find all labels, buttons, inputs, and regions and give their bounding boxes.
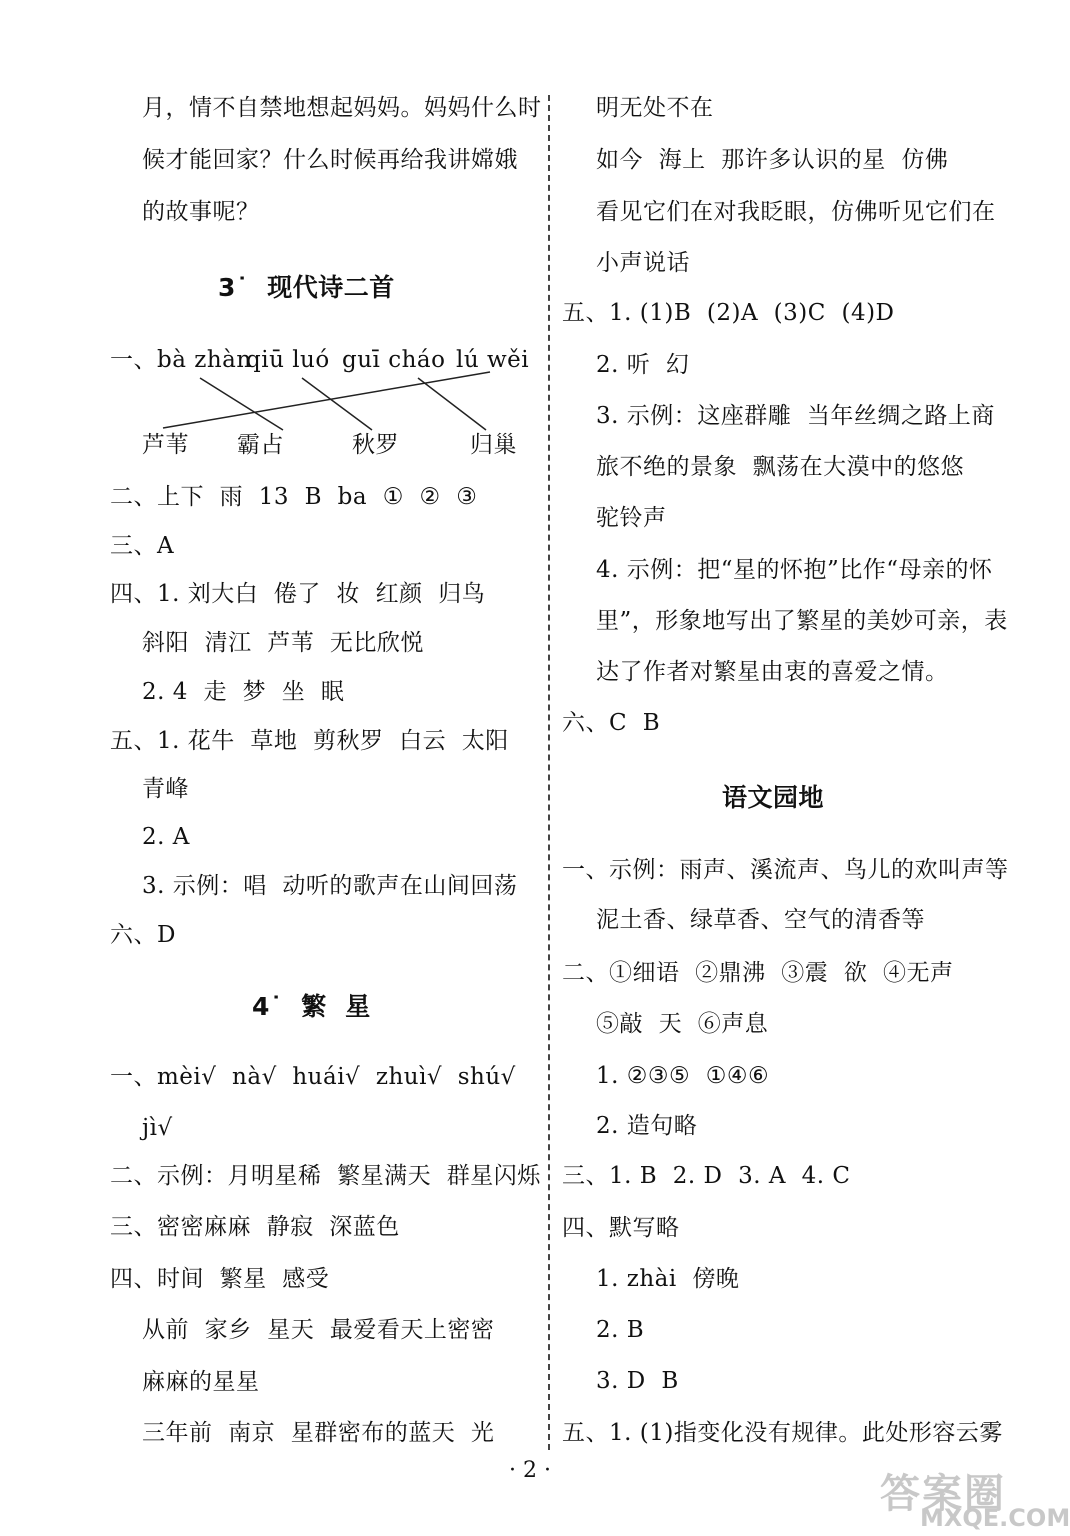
word-item: 秋罗 bbox=[352, 432, 399, 458]
word-item: 霸占 bbox=[237, 432, 284, 458]
answer-line: 里”，形象地写出了繁星的美妙可亲，表 bbox=[596, 608, 1008, 634]
pinyin-item: lú wěi bbox=[456, 347, 530, 373]
match-line-2 bbox=[302, 378, 372, 430]
text-line: 候才能回家？什么时候再给我讲嫦娥 bbox=[142, 147, 518, 173]
answer-line: 2. A bbox=[142, 824, 190, 850]
answer-line: 麻麻的星星 bbox=[142, 1369, 260, 1395]
text-line: 小声说话 bbox=[596, 250, 690, 276]
text-line: 明无处不在 bbox=[596, 95, 714, 121]
page-number: · 2 · bbox=[509, 1458, 551, 1483]
answer-line: 1. zhài 傍晚 bbox=[596, 1266, 740, 1292]
answer-line: 2. 听 幻 bbox=[596, 352, 690, 378]
answer-line: 2. B bbox=[596, 1317, 645, 1343]
match-line-3 bbox=[418, 378, 486, 430]
match-line-1 bbox=[200, 378, 283, 430]
answer-line: 一、示例：雨声、溪流声、鸟儿的欢叫声等 bbox=[562, 857, 1009, 883]
lesson-3-title: 3˙ 现代诗二首 bbox=[218, 273, 395, 302]
answer-line: 青峰 bbox=[142, 776, 189, 802]
answer-line: 三、密密麻麻 静寂 深蓝色 bbox=[110, 1214, 400, 1240]
answer-line: 旅不绝的景象 飘荡在大漠中的悠悠 bbox=[596, 454, 965, 480]
answer-line: 从前 家乡 星天 最爱看天上密密 bbox=[142, 1317, 495, 1343]
answer-line: 四、时间 繁星 感受 bbox=[110, 1266, 330, 1292]
answer-line: 2. 4 走 梦 坐 眠 bbox=[142, 679, 345, 705]
answer-line: 二、示例：月明星稀 繁星满天 群星闪烁 bbox=[110, 1163, 541, 1189]
answer-line: 4. 示例：把“星的怀抱”比作“母亲的怀 bbox=[596, 557, 993, 583]
answer-line: 五、1. (1)指变化没有规律。此处形容云雾 bbox=[562, 1420, 1003, 1446]
answer-line: 泥土香、绿草香、空气的清香等 bbox=[596, 907, 925, 933]
pinyin-item: guī cháo bbox=[342, 347, 446, 373]
answer-line: 三年前 南京 星群密布的蓝天 光 bbox=[142, 1420, 495, 1446]
watermark-text: 答案圈 bbox=[880, 1471, 1006, 1517]
yuwen-yuandi-title: 语文园地 bbox=[722, 783, 825, 812]
text-line: 月，情不自禁地想起妈妈。妈妈什么时 bbox=[142, 95, 542, 121]
answer-line: 3. 示例：唱 动听的歌声在山间回荡 bbox=[142, 873, 518, 899]
answer-line: 四、默写略 bbox=[562, 1215, 680, 1241]
answer-line: 六、D bbox=[110, 922, 176, 948]
text-line: 看见它们在对我眨眼，仿佛听见它们在 bbox=[596, 199, 996, 225]
text-line: 如今 海上 那许多认识的星 仿佛 bbox=[596, 147, 949, 173]
answer-line: 3. D B bbox=[596, 1368, 679, 1394]
answer-line: 二、上下 雨 13 B ba ① ② ③ bbox=[110, 484, 478, 510]
answer-line: 斜阳 清江 芦苇 无比欣悦 bbox=[142, 630, 424, 656]
answer-line: 2. 造句略 bbox=[596, 1113, 698, 1139]
answer-line: ⑤敲 天 ⑥声息 bbox=[596, 1011, 769, 1037]
answer-line: 一、mèi√ nà√ huái√ zhuì√ shú√ bbox=[110, 1064, 516, 1090]
answer-line: 3. 示例：这座群雕 当年丝绸之路上商 bbox=[596, 403, 995, 429]
word-item: 归巢 bbox=[470, 432, 517, 458]
lesson-4-title: 4˙ 繁 星 bbox=[252, 992, 371, 1021]
answer-line: 五、1. (1)B (2)A (3)C (4)D bbox=[562, 300, 895, 326]
answer-line: 1. ②③⑤ ①④⑥ bbox=[596, 1063, 770, 1089]
pinyin-item: qiū luó bbox=[246, 347, 330, 373]
answer-line: 四、1. 刘大白 倦了 妆 红颜 归鸟 bbox=[110, 581, 486, 607]
word-item: 芦苇 bbox=[142, 432, 189, 458]
answer-line: 驼铃声 bbox=[596, 505, 667, 531]
answer-line: 六、C B bbox=[562, 710, 661, 736]
answer-line: jì√ bbox=[142, 1115, 173, 1141]
answer-line: 三、A bbox=[110, 533, 175, 559]
pinyin-item: 一、bà zhàn bbox=[110, 347, 252, 373]
watermark-url: MXQE.COM bbox=[920, 1504, 1070, 1532]
answer-line: 二、①细语 ②鼎沸 ③震 欲 ④无声 bbox=[562, 960, 954, 986]
answer-line: 五、1. 花牛 草地 剪秋罗 白云 太阳 bbox=[110, 728, 509, 754]
answer-line: 达了作者对繁星由衷的喜爱之情。 bbox=[596, 659, 949, 685]
match-line-4 bbox=[163, 372, 490, 428]
text-line: 的故事呢？ bbox=[142, 199, 260, 225]
answer-line: 三、1. B 2. D 3. A 4. C bbox=[562, 1163, 851, 1189]
watermark-logo bbox=[880, 1462, 1070, 1532]
